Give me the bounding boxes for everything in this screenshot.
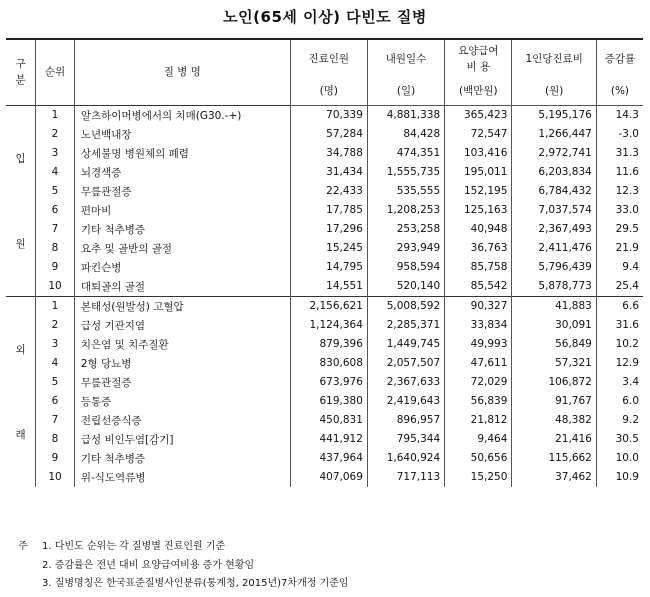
- table-cell-disease: 본태성(원발성) 고혈압: [74, 296, 290, 316]
- table-row: [6, 125, 643, 144]
- table-cell-benefit: 36,763: [445, 239, 512, 258]
- table-cell-rank: 10: [36, 468, 75, 487]
- table-cell-days: 535,555: [367, 182, 444, 201]
- table-cell-days: 958,594: [367, 258, 444, 277]
- table-cell-patients: 1,124,364: [290, 316, 367, 335]
- table-cell-days: 1,208,253: [367, 201, 444, 220]
- table-cell-change: 12.9: [615, 357, 639, 369]
- table-header: [6, 39, 643, 105]
- unit-patients: (명): [290, 77, 367, 105]
- header-rank: 순위: [36, 39, 75, 105]
- table-cell-rank: 5: [36, 373, 75, 392]
- table-cell-per-person: 5,796,439: [512, 258, 596, 277]
- table-cell-change: 12.3: [615, 185, 639, 197]
- table-row: [6, 182, 643, 201]
- table-cell-rank: 2: [36, 125, 75, 144]
- table-row: [6, 201, 643, 220]
- table-cell-days: 520,140: [367, 277, 444, 297]
- table-cell-disease: 무릎관절증: [74, 182, 290, 201]
- table-row: [6, 220, 643, 239]
- table-cell-per-person: 2,411,476: [512, 239, 596, 258]
- table-cell-benefit: 72,029: [445, 373, 512, 392]
- table-cell-per-person: 91,767: [512, 392, 596, 411]
- table-cell-rank: 1: [36, 296, 75, 316]
- table-cell-rank: 7: [36, 220, 75, 239]
- table-cell-rank: 3: [36, 144, 75, 163]
- unit-per-person: (원): [512, 77, 596, 105]
- table-cell-benefit: 90,327: [445, 296, 512, 316]
- table-row: [6, 296, 643, 316]
- table-cell-days: 2,367,633: [367, 373, 444, 392]
- table-cell-change: 33.0: [615, 204, 639, 216]
- table-cell-disease: 노년백내장: [74, 125, 290, 144]
- header-disease: 질 병 명: [74, 39, 290, 105]
- header-change: 증감률: [596, 39, 643, 77]
- unit-days: (일): [367, 77, 444, 105]
- table-row: [6, 468, 643, 487]
- table-cell-benefit: 85,758: [445, 258, 512, 277]
- table-cell-per-person: 5,878,773: [512, 277, 596, 297]
- footnote-item: 1. 다빈도 순위는 각 질병별 진료인원 기준: [42, 541, 226, 552]
- table-cell-rank: 6: [36, 392, 75, 411]
- table-cell-patients: 17,785: [290, 201, 367, 220]
- table-cell-benefit: 33,834: [445, 316, 512, 335]
- header-per-person: 1인당진료비: [512, 39, 596, 77]
- table-cell-patients: 619,380: [290, 392, 367, 411]
- table-cell-benefit: 365,423: [445, 105, 512, 125]
- table-cell-change: 21.9: [615, 242, 639, 254]
- table-cell-change: 30.5: [615, 433, 639, 445]
- unit-change: (%): [596, 77, 643, 105]
- table-cell-patients: 830,608: [290, 354, 367, 373]
- table-cell-benefit: 85,542: [445, 277, 512, 297]
- table-row: [6, 144, 643, 163]
- table-cell-disease: 급성 기관지염: [74, 316, 290, 335]
- table-cell-patients: 437,964: [290, 449, 367, 468]
- table-cell-patients: 407,069: [290, 468, 367, 487]
- table-cell-disease: 무릎관절증: [74, 373, 290, 392]
- footnote-lead: 주: [18, 541, 28, 552]
- table-cell-per-person: 106,872: [512, 373, 596, 392]
- table-cell-days: 896,957: [367, 411, 444, 430]
- table-cell-benefit: 72,547: [445, 125, 512, 144]
- table-cell-benefit: 125,163: [445, 201, 512, 220]
- table-cell-disease: 편마비: [74, 201, 290, 220]
- table-row: [6, 163, 643, 182]
- table-cell-disease: 기타 척추병증: [74, 449, 290, 468]
- table-row: [6, 449, 643, 468]
- table-cell-patients: 879,396: [290, 335, 367, 354]
- table-cell-per-person: 37,462: [512, 468, 596, 487]
- table-cell-change: 31.3: [615, 147, 639, 159]
- table-cell-per-person: 2,972,741: [512, 144, 596, 163]
- table-body: [6, 105, 643, 487]
- header-patients: 진료인원: [290, 39, 367, 77]
- table-cell-per-person: 2,367,493: [512, 220, 596, 239]
- table-cell-rank: 2: [36, 316, 75, 335]
- group-label-char: 원: [15, 237, 26, 250]
- table-cell-per-person: 7,037,574: [512, 201, 596, 220]
- table-cell-days: 5,008,592: [367, 296, 444, 316]
- table-cell-per-person: 5,195,176: [512, 105, 596, 125]
- table-cell-patients: 70,339: [290, 105, 367, 125]
- table-cell-disease: 기타 척추병증: [74, 220, 290, 239]
- table-cell-benefit: 49,993: [445, 335, 512, 354]
- table-cell-change: 10.9: [615, 471, 639, 483]
- table-cell-per-person: 21,416: [512, 430, 596, 449]
- table-cell-disease: 상세불명 병원체의 폐렴: [74, 144, 290, 163]
- table-row: [6, 258, 643, 277]
- table-row: [6, 277, 643, 297]
- table-row: [6, 316, 643, 335]
- table-cell-rank: 5: [36, 182, 75, 201]
- table-cell-days: 84,428: [367, 125, 444, 144]
- table-cell-days: 2,419,643: [367, 392, 444, 411]
- table-cell-rank: 6: [36, 201, 75, 220]
- table-cell-per-person: 48,382: [512, 411, 596, 430]
- table-cell-per-person: 30,091: [512, 316, 596, 335]
- header-days: 내원일수: [367, 39, 444, 77]
- table-cell-benefit: 56,839: [445, 392, 512, 411]
- table-row: [6, 335, 643, 354]
- table-cell-change: 31.6: [615, 319, 639, 331]
- unit-benefit: (백만원): [445, 77, 512, 105]
- header-benefit-line: 비 용: [466, 60, 491, 73]
- footnote-item: 2. 증감률은 전년 대비 요양급여비용 증가 현황임: [42, 559, 255, 571]
- table-cell-per-person: 115,662: [512, 449, 596, 468]
- table-row: [6, 373, 643, 392]
- group-label-char: 입: [15, 152, 26, 165]
- table-cell-disease: 전립선증식증: [74, 411, 290, 430]
- table-cell-benefit: 21,812: [445, 411, 512, 430]
- disease-table: [6, 38, 643, 487]
- table-cell-patients: 15,245: [290, 239, 367, 258]
- table-cell-per-person: 6,203,834: [512, 163, 596, 182]
- table-cell-change: -3.0: [618, 128, 639, 140]
- table-cell-days: 2,285,371: [367, 316, 444, 335]
- group-label: [6, 105, 36, 296]
- table-cell-patients: 2,156,621: [290, 296, 367, 316]
- table-cell-days: 4,881,338: [367, 105, 444, 125]
- table-cell-rank: 4: [36, 163, 75, 182]
- table-cell-disease: 대퇴골의 골절: [74, 277, 290, 297]
- table-row: [6, 105, 643, 125]
- table-cell-change: 29.5: [615, 223, 639, 235]
- table-row: [6, 392, 643, 411]
- table-cell-days: 717,113: [367, 468, 444, 487]
- table-cell-days: 474,351: [367, 144, 444, 163]
- table-cell-rank: 10: [36, 277, 75, 297]
- footnotes: [18, 538, 349, 594]
- table-cell-change: 14.3: [596, 105, 643, 125]
- header-benefit: [445, 39, 512, 77]
- table-cell-benefit: 195,011: [445, 163, 512, 182]
- table-row: [6, 411, 643, 430]
- table-cell-patients: 17,296: [290, 220, 367, 239]
- table-cell-patients: 14,551: [290, 277, 367, 297]
- table-cell-rank: 8: [36, 430, 75, 449]
- table-cell-disease: 2형 당뇨병: [74, 354, 290, 373]
- table-cell-change: 9.2: [622, 414, 639, 426]
- table-cell-patients: 57,284: [290, 125, 367, 144]
- table-cell-change: 25.4: [615, 280, 639, 292]
- table-cell-days: 795,344: [367, 430, 444, 449]
- group-label: [6, 296, 36, 487]
- footnote-item: 3. 질병명칭은 한국표준질병사인분류(통계청, 2015년)7차개정 기준임: [42, 578, 349, 589]
- table-cell-per-person: 41,883: [512, 296, 596, 316]
- table-cell-days: 1,449,745: [367, 335, 444, 354]
- table-cell-benefit: 15,250: [445, 468, 512, 487]
- page-title: 노인(65세 이상) 다빈도 질병: [223, 8, 427, 26]
- table-cell-days: 293,949: [367, 239, 444, 258]
- group-label-char: 래: [15, 428, 26, 441]
- table-cell-days: 1,640,924: [367, 449, 444, 468]
- table-cell-disease: 뇌경색증: [74, 163, 290, 182]
- table-row: [6, 430, 643, 449]
- table-cell-disease: 급성 비인두염[감기]: [74, 430, 290, 449]
- table-cell-patients: 441,912: [290, 430, 367, 449]
- table-cell-benefit: 50,656: [445, 449, 512, 468]
- table-cell-patients: 673,976: [290, 373, 367, 392]
- table-cell-benefit: 152,195: [445, 182, 512, 201]
- table-cell-disease: 요추 및 골반의 골절: [74, 239, 290, 258]
- table-cell-rank: 4: [36, 354, 75, 373]
- table-cell-per-person: 6,784,432: [512, 182, 596, 201]
- table-cell-per-person: 1,266,447: [512, 125, 596, 144]
- table-cell-change: 6.0: [622, 395, 639, 407]
- table-cell-rank: 8: [36, 239, 75, 258]
- table-cell-disease: 치은염 및 치주질환: [74, 335, 290, 354]
- table-cell-patients: 31,434: [290, 163, 367, 182]
- table-cell-rank: 3: [36, 335, 75, 354]
- table-cell-change: 10.2: [615, 338, 639, 350]
- table-cell-rank: 1: [36, 105, 75, 125]
- table-cell-patients: 22,433: [290, 182, 367, 201]
- table-cell-rank: 7: [36, 411, 75, 430]
- header-group: [6, 39, 36, 105]
- table-cell-per-person: 57,321: [512, 354, 596, 373]
- table-cell-disease: 등통증: [74, 392, 290, 411]
- table-cell-change: 3.4: [622, 376, 639, 388]
- table-cell-benefit: 47,611: [445, 354, 512, 373]
- table-cell-disease: 위-식도역류병: [74, 468, 290, 487]
- header-group-char: 구: [15, 58, 26, 71]
- table-row: [6, 354, 643, 373]
- table-cell-days: 1,555,735: [367, 163, 444, 182]
- header-group-char: 분: [15, 74, 26, 87]
- table-cell-change: 11.6: [615, 166, 639, 178]
- table-cell-benefit: 9,464: [445, 430, 512, 449]
- table-cell-days: 2,057,507: [367, 354, 444, 373]
- table-cell-days: 253,258: [367, 220, 444, 239]
- table-cell-change: 10.0: [615, 452, 639, 464]
- group-label-char: 외: [15, 343, 26, 356]
- table-cell-disease: 알츠하이머병에서의 치매(G30.-+): [74, 105, 290, 125]
- table-cell-rank: 9: [36, 449, 75, 468]
- table-cell-per-person: 56,849: [512, 335, 596, 354]
- table-row: [6, 239, 643, 258]
- table-cell-disease: 파킨슨병: [74, 258, 290, 277]
- header-benefit-line: 요양급여: [458, 44, 499, 57]
- table-cell-change: 9.4: [622, 261, 639, 273]
- table-cell-patients: 34,788: [290, 144, 367, 163]
- table-cell-change: 6.6: [596, 296, 643, 316]
- table-cell-benefit: 103,416: [445, 144, 512, 163]
- table-cell-rank: 9: [36, 258, 75, 277]
- table-cell-patients: 14,795: [290, 258, 367, 277]
- table-cell-benefit: 40,948: [445, 220, 512, 239]
- table-cell-patients: 450,831: [290, 411, 367, 430]
